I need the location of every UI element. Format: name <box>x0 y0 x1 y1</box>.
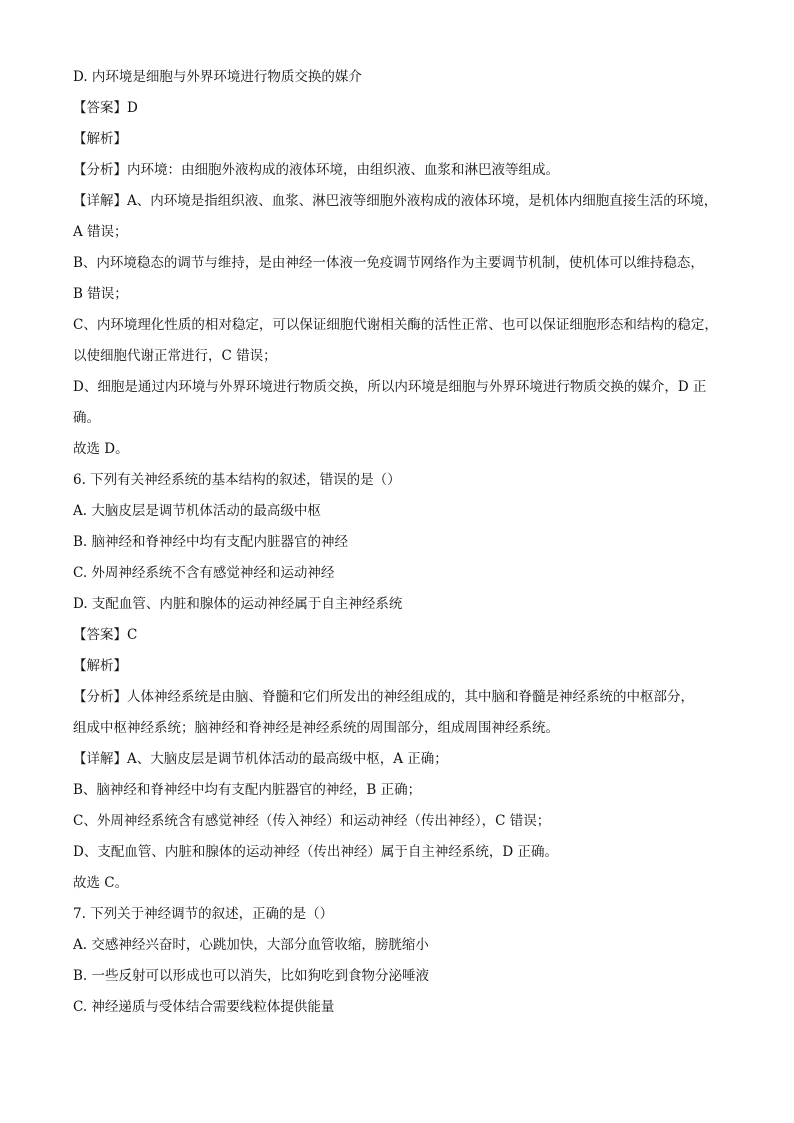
option-line: A. 交感神经兴奋时，心跳加快，大部分血管收缩，膀胱缩小 <box>73 937 429 953</box>
question-line: 7. 下列关于神经调节的叙述，正确的是（） <box>73 906 334 922</box>
detail-line: 【详解】A、大脑皮层是调节机体活动的最高级中枢，A 正确； <box>73 751 448 767</box>
option-line: C. 外周神经系统不含有感觉神经和运动神经 <box>73 565 335 581</box>
detail-line: D、细胞是通过内环境与外界环境进行物质交换，所以内环境是细胞与外界环境进行物质交换的媒介，D 正 <box>73 379 707 395</box>
detail-line: 确。 <box>73 410 100 426</box>
analysis-line: 【分析】人体神经系统是由脑、脊髓和它们所发出的神经组成的，其中脑和脊髓是神经系统的中枢部分， <box>73 689 694 705</box>
analysis-line: 组成中枢神经系统；脑神经和脊神经是神经系统的周围部分，组成周围神经系统。 <box>73 720 559 736</box>
detail-line: 【详解】A、内环境是指组织液、血浆、淋巴液等细胞外液构成的液体环境，是机体内细胞直接生活的环境， <box>73 193 718 209</box>
option-line: D. 内环境是细胞与外界环境进行物质交换的媒介 <box>73 69 362 85</box>
answer-line: 【答案】D <box>73 100 138 116</box>
question-line: 6. 下列有关神经系统的基本结构的叙述，错误的是（） <box>73 472 401 488</box>
detail-line: A 错误； <box>73 224 128 240</box>
analysis-heading: 【解析】 <box>73 658 127 674</box>
detail-line: C、外周神经系统含有感觉神经（传入神经）和运动神经（传出神经），C 错误； <box>73 813 551 829</box>
analysis-heading: 【解析】 <box>73 131 127 147</box>
detail-line: B、脑神经和脊神经中均有支配内脏器官的神经，B 正确； <box>73 782 422 798</box>
option-line: B. 脑神经和脊神经中均有支配内脏器官的神经 <box>73 534 349 550</box>
detail-line: B、内环境稳态的调节与维持，是由神经一体液一免疫调节网络作为主要调节机制，使机体可以维持稳态， <box>73 255 704 271</box>
detail-line: D、支配血管、内脏和腺体的运动神经（传出神经）属于自主神经系统，D 正确。 <box>73 844 558 860</box>
analysis-line: 【分析】内环境：由细胞外液构成的液体环境，由组织液、血浆和淋巴液等组成。 <box>73 162 559 178</box>
answer-line: 【答案】C <box>73 627 138 643</box>
option-line: D. 支配血管、内脏和腺体的运动神经属于自主神经系统 <box>73 596 403 612</box>
detail-line: B 错误； <box>73 286 128 302</box>
option-line: B. 一些反射可以形成也可以消失，比如狗吃到食物分泌唾液 <box>73 968 430 984</box>
option-line: C. 神经递质与受体结合需要线粒体提供能量 <box>73 999 335 1015</box>
document-content <box>73 62 725 1023</box>
conclusion-line: 故选 C。 <box>73 875 129 891</box>
conclusion-line: 故选 D。 <box>73 441 129 457</box>
detail-line: C、内环境理化性质的相对稳定，可以保证细胞代谢相关酶的活性正常、也可以保证细胞形态和结构的稳定， <box>73 317 718 333</box>
detail-line: 以使细胞代谢正常进行，C 错误； <box>73 348 277 364</box>
option-line: A. 大脑皮层是调节机体活动的最高级中枢 <box>73 503 321 519</box>
